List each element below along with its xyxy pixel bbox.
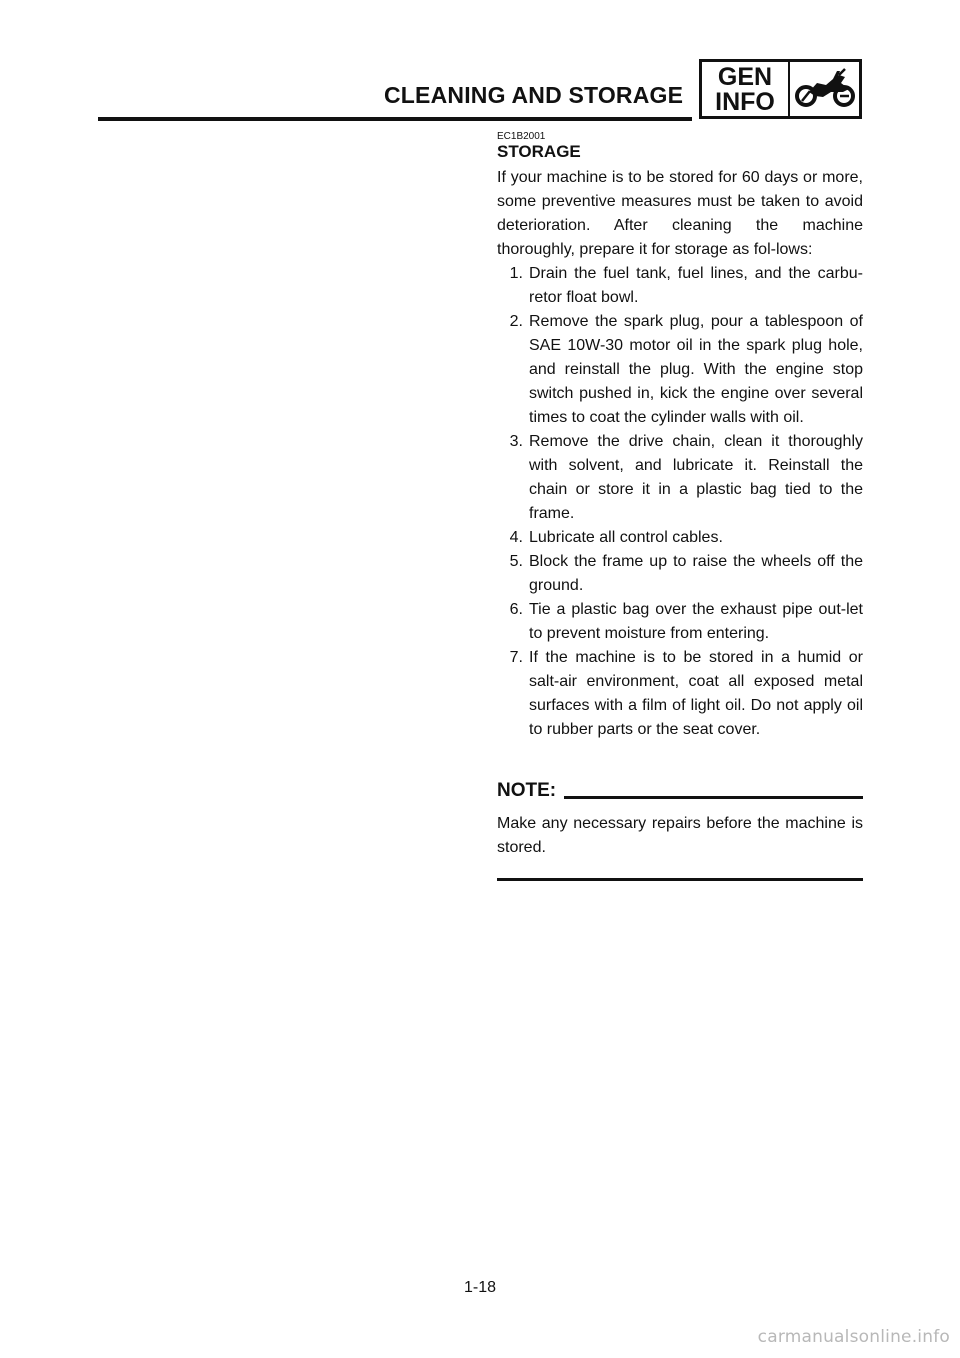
- note-header: [497, 780, 863, 802]
- step-number: 4.: [509, 529, 523, 546]
- section-title: STORAGE: [497, 142, 581, 161]
- step-number: 5.: [509, 553, 523, 570]
- badge-text: [702, 62, 790, 116]
- intro-paragraph: If your machine is to be stored for 60 days or more, some preventive measures must be taken to avoid deterioration. After cleaning the machine thoroughly, prepare it for storage as fol-lows:: [497, 169, 863, 258]
- list-item: [497, 526, 863, 550]
- step-number: 6.: [509, 601, 523, 618]
- list-item: [497, 310, 863, 430]
- note-label: NOTE:: [497, 780, 557, 801]
- list-item: [497, 262, 863, 310]
- step-number: 2.: [509, 313, 523, 330]
- watermark[interactable]: carmanualsonline.info: [757, 1327, 950, 1347]
- step-text: Drain the fuel tank, fuel lines, and the carbu-retor float bowl.: [529, 265, 863, 306]
- note-text: Make any necessary repairs before the machine is stored.: [497, 815, 863, 856]
- list-item: [497, 430, 863, 526]
- step-number: 3.: [509, 433, 523, 450]
- step-number: 1.: [509, 265, 523, 282]
- motorcycle-icon: [790, 62, 859, 116]
- note-end-rule: [497, 878, 863, 881]
- step-text: Remove the drive chain, clean it thoroughly with solvent, and lubricate it. Reinstall the chain or store it in a plastic bag tied to the frame.: [529, 433, 863, 522]
- list-item: [497, 646, 863, 742]
- list-item: [497, 598, 863, 646]
- section-badge: [699, 59, 862, 119]
- header-rule: [98, 117, 692, 121]
- page-number: 1-18: [463, 1279, 497, 1296]
- step-text: Remove the spark plug, pour a tablespoon of SAE 10W-30 motor oil in the spark plug hole, and reinstall the plug. With the engine stop switch pushed in, kick the engine over several times to coat the cylinder walls with oil.: [529, 313, 863, 426]
- badge-line-2: INFO: [715, 88, 775, 116]
- badge-line-1: GEN: [717, 63, 773, 91]
- note-rule: [564, 796, 863, 799]
- step-text: Tie a plastic bag over the exhaust pipe out-let to prevent moisture from entering.: [529, 601, 863, 642]
- storage-section: [497, 131, 863, 881]
- step-number: 7.: [509, 649, 523, 666]
- step-text: Lubricate all control cables.: [529, 529, 723, 546]
- step-text: If the machine is to be stored in a humid or salt-air environment, coat all exposed metal surfaces with a film of light oil. Do not apply oil to rubber parts or the seat cover.: [529, 649, 863, 738]
- list-item: [497, 550, 863, 598]
- page-title: CLEANING AND STORAGE: [384, 82, 684, 108]
- storage-steps: [497, 262, 863, 742]
- step-text: Block the frame up to raise the wheels off the ground.: [529, 553, 863, 594]
- section-code: EC1B2001: [497, 131, 546, 142]
